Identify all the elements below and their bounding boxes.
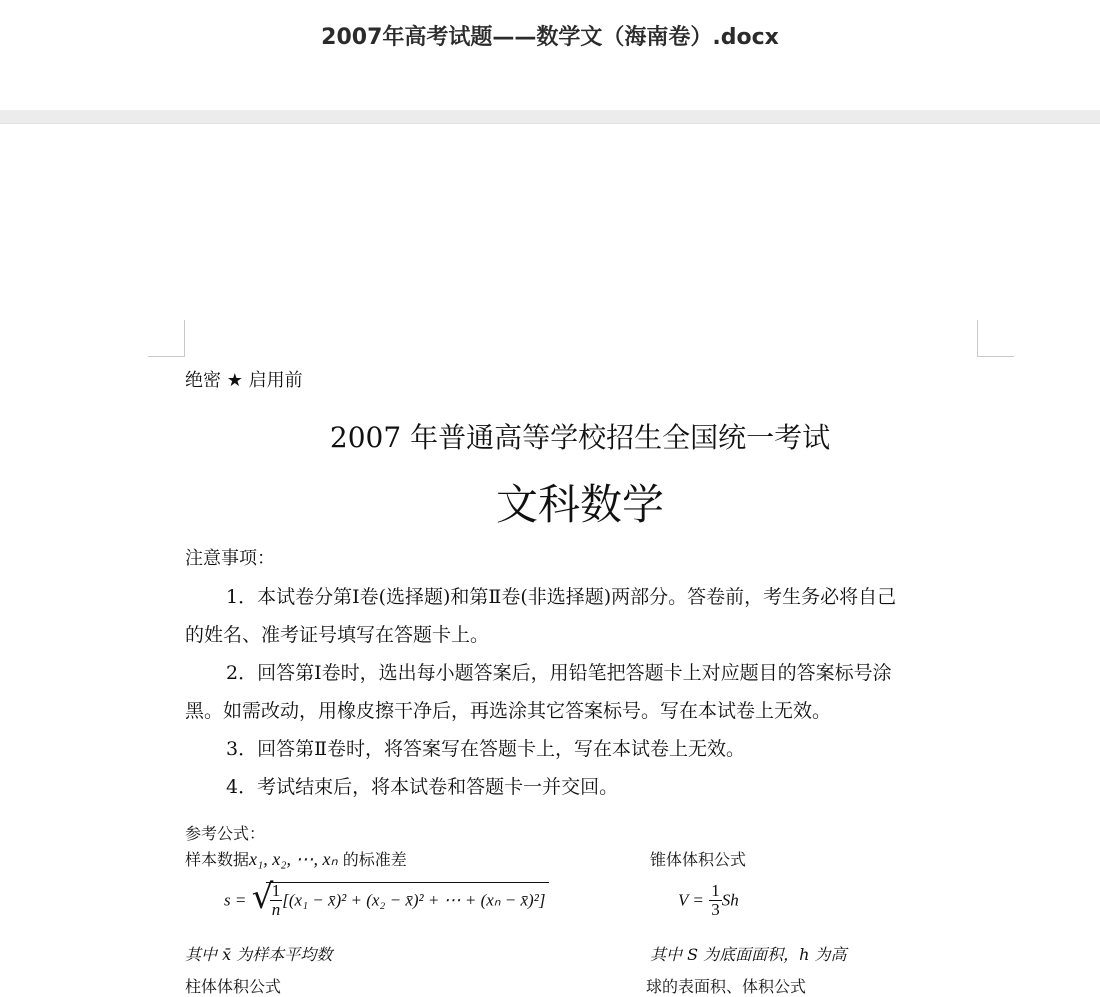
cone-volume-formula xyxy=(678,882,739,928)
std-dev-label-vars: x₁, x₂, ⋯, xₙ xyxy=(249,849,338,869)
document-title: 2007年高考试题——数学文（海南卷）.docx xyxy=(321,25,779,50)
document-page xyxy=(0,124,1100,996)
subject-title: 文科数学 xyxy=(495,480,664,529)
toolbar-separator xyxy=(0,110,1100,124)
std-dev-label-suffix: 的标准差 xyxy=(337,850,407,869)
std-dev-label xyxy=(185,847,407,870)
std-dev-label-prefix: 样本数据 xyxy=(185,850,250,869)
cone-fraction xyxy=(709,882,722,919)
cone-frac-den: 3 xyxy=(711,900,720,919)
notice-item-4: 4．考试结束后，将本试卷和答题卡一并交回。 xyxy=(226,776,619,798)
margin-corner-left xyxy=(148,320,185,357)
cone-note: 其中 S 为底面面积，h 为高 xyxy=(650,945,847,964)
radical-sign: √ xyxy=(251,877,274,917)
confidential-label: 绝密 ★ 启用前 xyxy=(185,370,303,391)
notice-item-2-line1: 2．回答第Ⅰ卷时，选出每小题答案后，用铅笔把答题卡上对应题目的答案标号涂 xyxy=(226,662,892,684)
std-dev-formula-body: [(x₁ − x̄)² + (x₂ − x̄)² + ⋯ + (xₙ − x̄)²] xyxy=(282,890,546,910)
std-dev-frac-num: 1 xyxy=(271,881,281,900)
formula-heading: 参考公式： xyxy=(185,824,266,843)
notice-item-3: 3．回答第Ⅱ卷时，将答案写在答题卡上，写在本试卷上无效。 xyxy=(226,738,746,760)
cone-formula-rhs: Sh xyxy=(721,890,739,910)
title-bar xyxy=(0,0,1100,110)
sqrt-symbol xyxy=(251,877,546,919)
std-dev-frac-den: n xyxy=(271,900,281,919)
sphere-formula-label: 球的表面积、体积公式 xyxy=(646,977,807,996)
radical-bar xyxy=(266,882,550,883)
std-dev-formula xyxy=(224,877,546,928)
notice-heading: 注意事项： xyxy=(185,548,275,569)
exam-title: 2007 年普通高等学校招生全国统一考试 xyxy=(329,421,831,454)
std-dev-note: 其中 x̄ 为样本平均数 xyxy=(185,945,333,964)
cone-volume-label: 锥体体积公式 xyxy=(650,850,747,869)
std-dev-formula-lhs: s = xyxy=(224,890,247,910)
notice-item-1-line1: 1．本试卷分第Ⅰ卷(选择题)和第Ⅱ卷(非选择题)两部分。答卷前，考生务必将自己 xyxy=(226,586,897,608)
notice-item-2-line2: 黑。如需改动，用橡皮擦干净后，再选涂其它答案标号。写在本试卷上无效。 xyxy=(185,700,832,722)
cone-formula-lhs: V = xyxy=(678,890,704,910)
margin-corner-right xyxy=(977,320,1014,357)
prism-volume-label: 柱体体积公式 xyxy=(185,977,282,996)
notice-item-1-line2: 的姓名、准考证号填写在答题卡上。 xyxy=(185,624,490,646)
cone-frac-num: 1 xyxy=(711,881,720,900)
